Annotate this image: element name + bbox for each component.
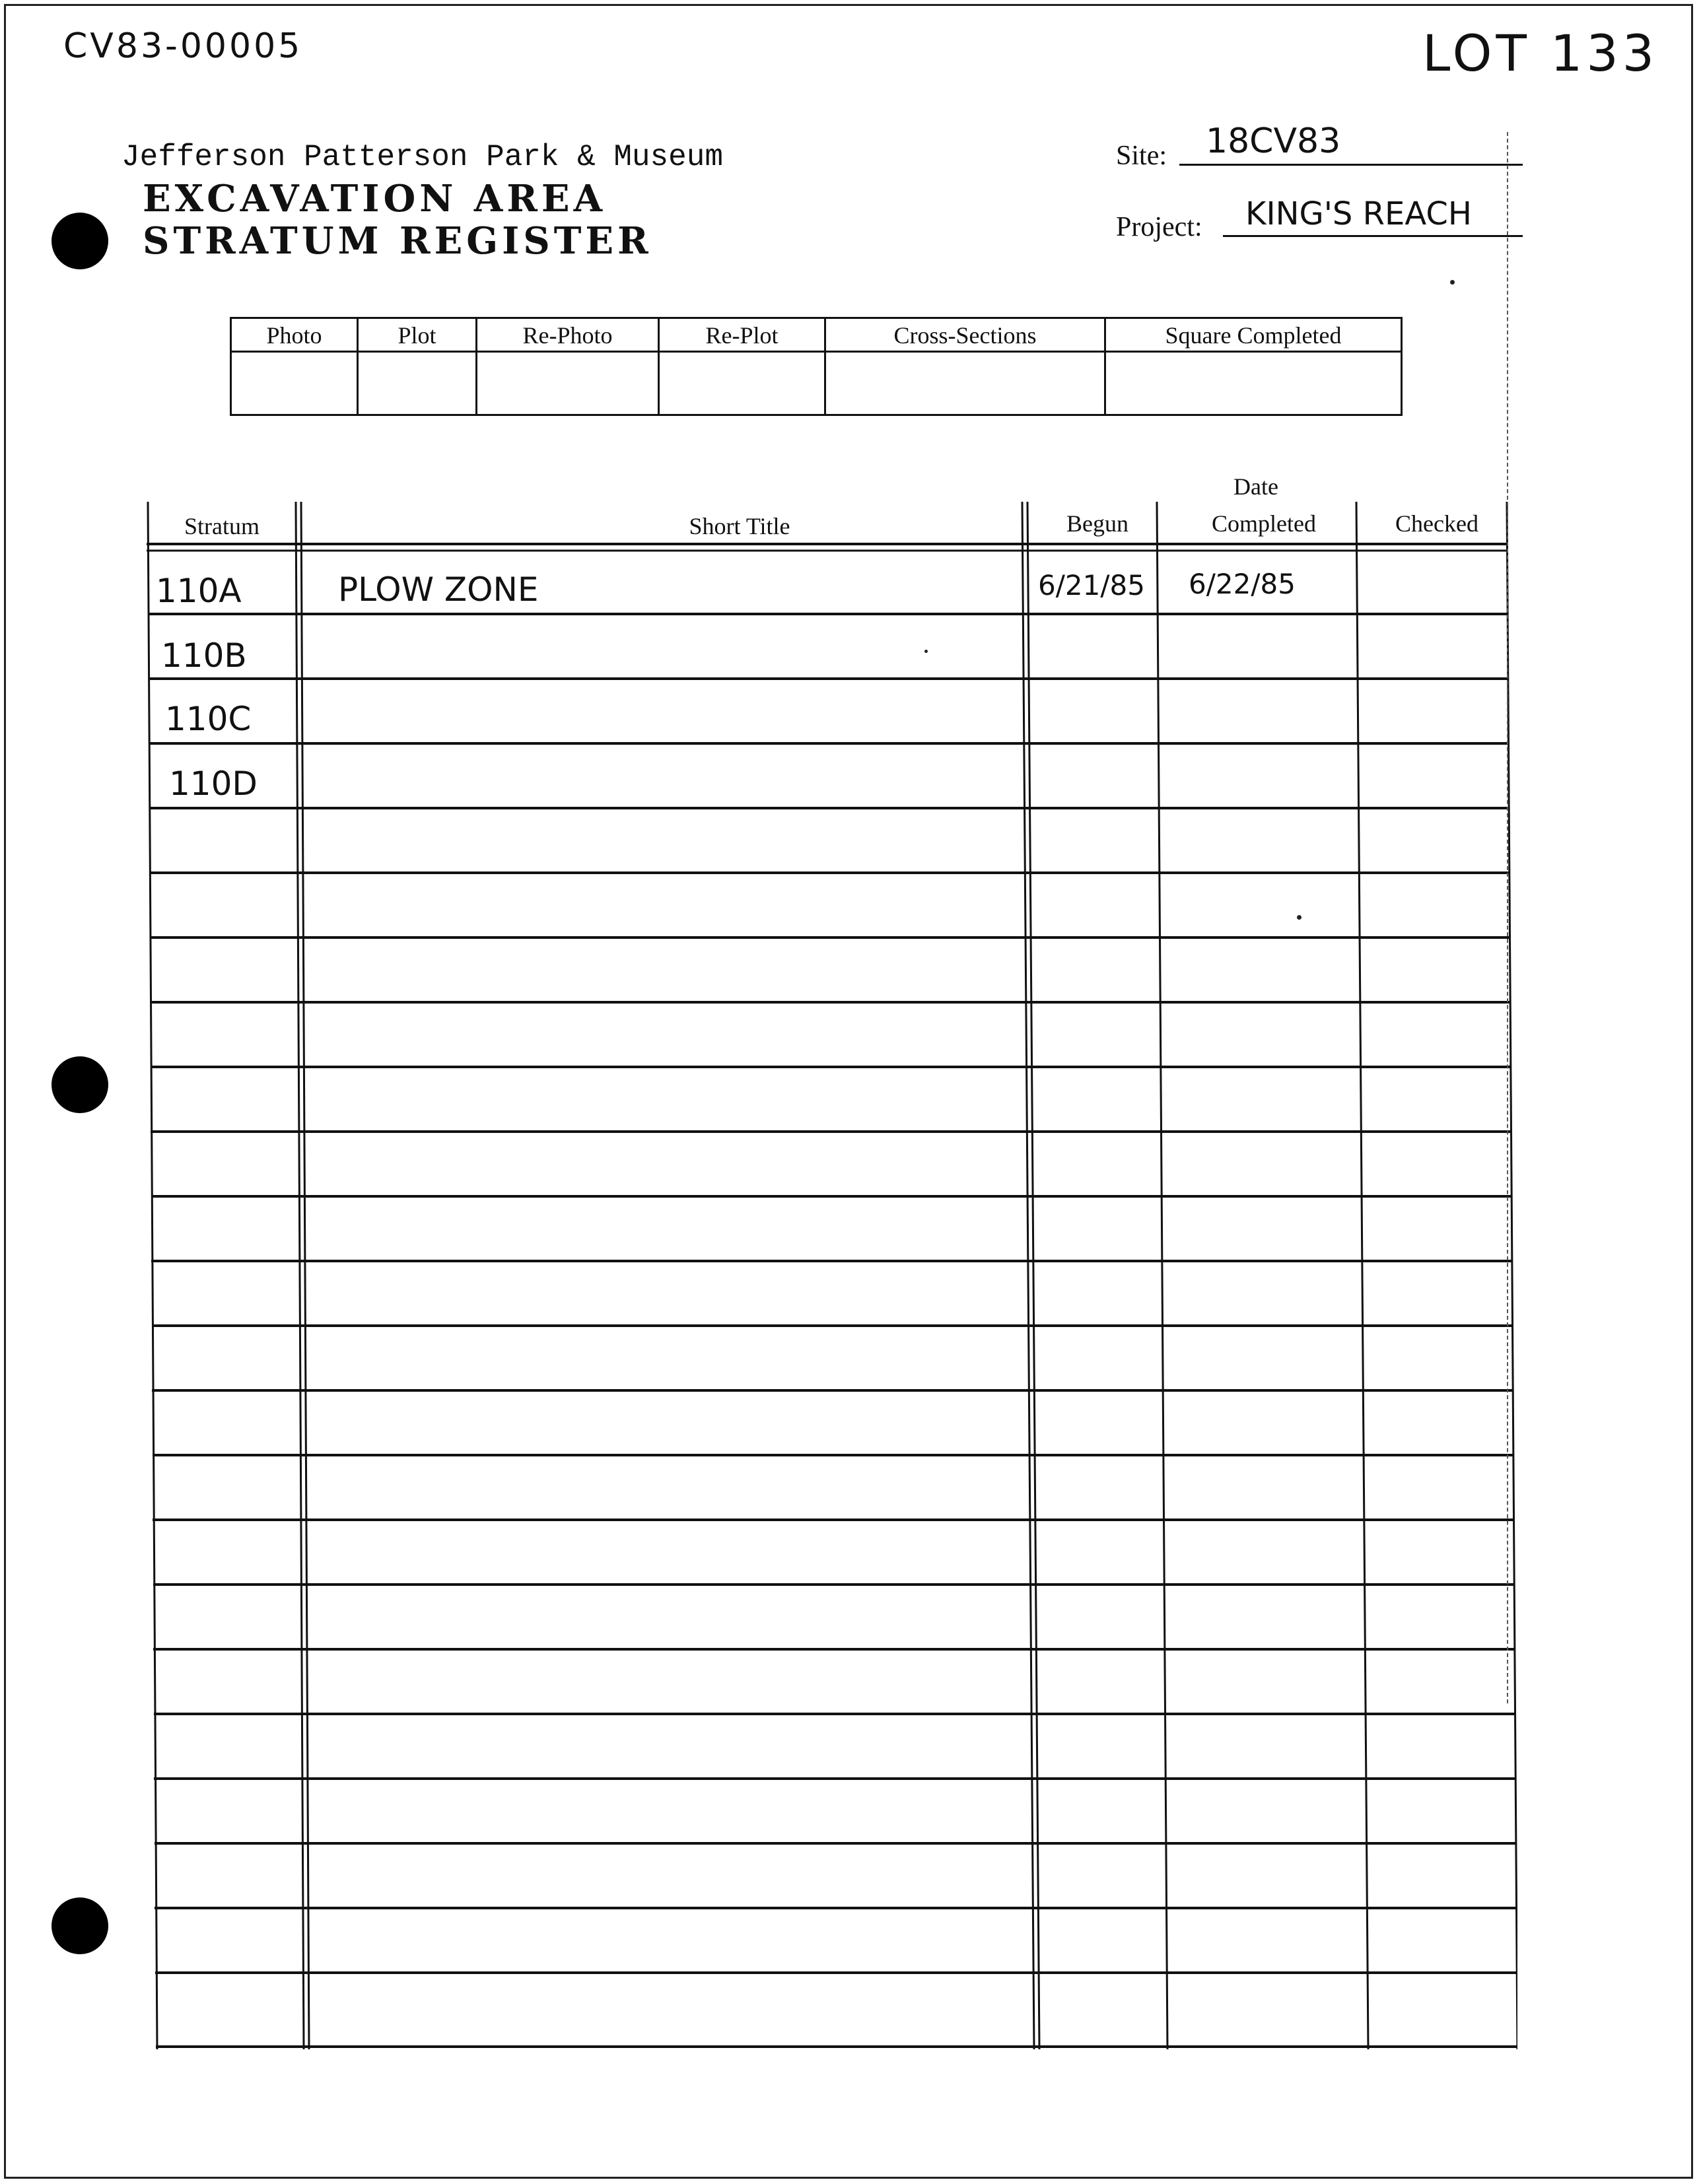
project-underline — [1223, 235, 1523, 237]
checklist-cell-rephoto[interactable] — [477, 352, 660, 414]
column-header-begun: Begun — [1066, 510, 1128, 537]
checklist-header-replot: Re-Plot — [660, 319, 826, 352]
row-3-stratum[interactable]: 110C — [165, 700, 252, 738]
photo-plot-checklist — [230, 317, 1403, 416]
project-label: Project: — [1116, 212, 1202, 242]
row-1-begun[interactable]: 6/21/85 — [1038, 569, 1145, 601]
checklist-cell-photo[interactable] — [232, 352, 359, 414]
lot-number: LOT 133 — [1422, 24, 1659, 83]
checklist-cell-square-completed[interactable] — [1106, 352, 1401, 414]
binder-hole-middle — [52, 1056, 108, 1113]
speck — [1450, 280, 1455, 285]
column-header-stratum: Stratum — [184, 513, 260, 539]
binder-hole-bottom — [52, 1897, 108, 1954]
row-2-stratum[interactable]: 110B — [161, 636, 247, 675]
checklist-cell-cross-sections[interactable] — [826, 352, 1106, 414]
project-value[interactable]: KING'S REACH — [1245, 195, 1472, 232]
checklist-header-cross-sections: Cross-Sections — [826, 319, 1106, 352]
checklist-cell-replot[interactable] — [660, 352, 826, 414]
institution-name: Jefferson Patterson Park & Museum — [122, 140, 723, 174]
checklist-header-plot: Plot — [359, 319, 477, 352]
form-title-line2: STRATUM REGISTER — [143, 219, 652, 263]
row-4-stratum[interactable]: 110D — [169, 765, 258, 803]
site-label: Site: — [1116, 141, 1167, 171]
row-1-stratum[interactable]: 110A — [156, 572, 242, 610]
site-underline — [1179, 164, 1523, 166]
date-group-header: Date — [1233, 473, 1278, 500]
document-id: CV83-00005 — [63, 26, 303, 66]
column-header-checked: Checked — [1395, 510, 1478, 537]
form-title-line1: EXCAVATION AREA — [143, 177, 607, 221]
column-header-completed: Completed — [1212, 510, 1316, 537]
checklist-header-rephoto: Re-Photo — [477, 319, 660, 352]
checklist-header-photo: Photo — [232, 319, 359, 352]
row-1-short-title[interactable]: PLOW ZONE — [338, 570, 539, 609]
site-value[interactable]: 18CV83 — [1206, 121, 1341, 161]
checklist-cell-plot[interactable] — [359, 352, 477, 414]
stratum-register-table — [147, 473, 1517, 2049]
margin-rule — [1507, 132, 1508, 1703]
binder-hole-top — [52, 213, 108, 269]
register-grid — [147, 502, 1517, 2049]
column-header-short-title: Short Title — [689, 513, 790, 539]
row-1-completed[interactable]: 6/22/85 — [1189, 568, 1296, 600]
checklist-header-square-completed: Square Completed — [1165, 322, 1342, 349]
